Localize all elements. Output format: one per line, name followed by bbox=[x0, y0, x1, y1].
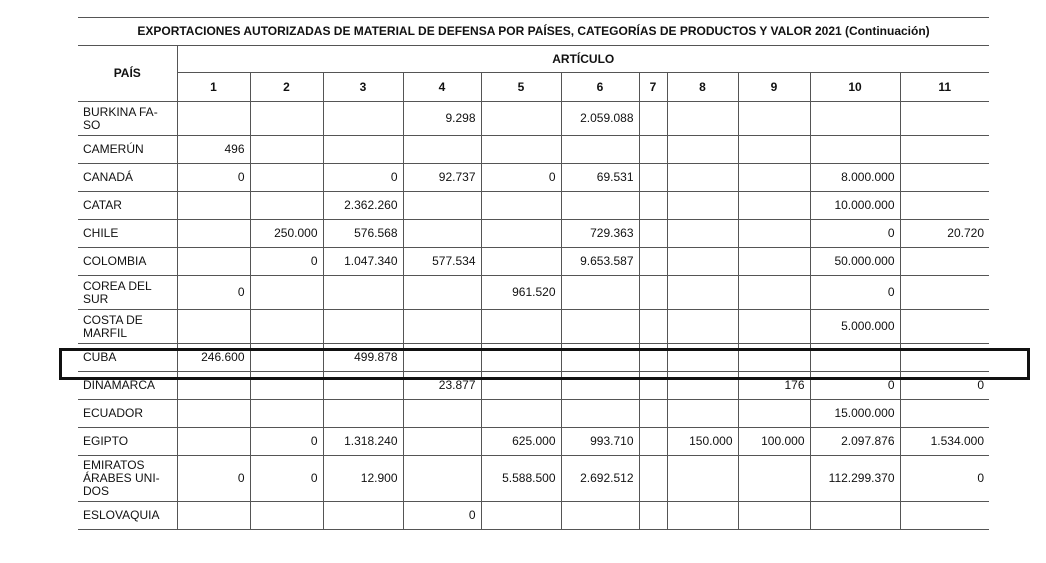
col-header-1: 1 bbox=[177, 73, 250, 102]
col-header-3: 3 bbox=[323, 73, 403, 102]
table-row bbox=[78, 220, 989, 248]
value-cell-6: 9.653.587 bbox=[561, 248, 639, 276]
value-cell-11 bbox=[900, 164, 989, 192]
value-cell-4: 23.877 bbox=[403, 372, 481, 400]
value-cell-10: 15.000.000 bbox=[810, 400, 900, 428]
country-cell: ESLOVAQUIA bbox=[78, 502, 177, 530]
value-cell-4 bbox=[403, 456, 481, 502]
value-cell-11 bbox=[900, 310, 989, 344]
value-cell-7 bbox=[639, 192, 667, 220]
value-cell-8 bbox=[667, 102, 738, 136]
country-cell: COREA DEL SUR bbox=[78, 276, 177, 310]
value-cell-7 bbox=[639, 310, 667, 344]
table-row bbox=[78, 102, 989, 136]
value-cell-11: 1.534.000 bbox=[900, 428, 989, 456]
table-title: EXPORTACIONES AUTORIZADAS DE MATERIAL DE DEFENSA POR PAÍSES, CATEGORÍAS DE PRODUCTOS Y VALOR 2021 (Continuación) bbox=[78, 18, 989, 46]
country-cell: CHILE bbox=[78, 220, 177, 248]
value-cell-7 bbox=[639, 136, 667, 164]
value-cell-3 bbox=[323, 102, 403, 136]
value-cell-4 bbox=[403, 276, 481, 310]
value-cell-6 bbox=[561, 192, 639, 220]
value-cell-11: 0 bbox=[900, 372, 989, 400]
articulo-header: ARTÍCULO bbox=[177, 46, 989, 73]
value-cell-4: 92.737 bbox=[403, 164, 481, 192]
value-cell-1 bbox=[177, 310, 250, 344]
country-cell: CUBA bbox=[78, 344, 177, 372]
value-cell-10: 2.097.876 bbox=[810, 428, 900, 456]
value-cell-6: 2.692.512 bbox=[561, 456, 639, 502]
value-cell-5 bbox=[481, 102, 561, 136]
value-cell-7 bbox=[639, 502, 667, 530]
table-row bbox=[78, 276, 989, 310]
col-header-6: 6 bbox=[561, 73, 639, 102]
value-cell-6: 2.059.088 bbox=[561, 102, 639, 136]
value-cell-10: 0 bbox=[810, 220, 900, 248]
value-cell-5: 961.520 bbox=[481, 276, 561, 310]
value-cell-5: 5.588.500 bbox=[481, 456, 561, 502]
value-cell-6: 69.531 bbox=[561, 164, 639, 192]
value-cell-5: 0 bbox=[481, 164, 561, 192]
value-cell-2 bbox=[250, 164, 323, 192]
value-cell-9: 176 bbox=[738, 372, 810, 400]
value-cell-8 bbox=[667, 502, 738, 530]
country-cell: ECUADOR bbox=[78, 400, 177, 428]
value-cell-1 bbox=[177, 248, 250, 276]
value-cell-6: 729.363 bbox=[561, 220, 639, 248]
value-cell-8 bbox=[667, 164, 738, 192]
value-cell-5 bbox=[481, 248, 561, 276]
value-cell-4 bbox=[403, 428, 481, 456]
value-cell-5: 625.000 bbox=[481, 428, 561, 456]
value-cell-5 bbox=[481, 136, 561, 164]
value-cell-9 bbox=[738, 164, 810, 192]
value-cell-1 bbox=[177, 400, 250, 428]
value-cell-8 bbox=[667, 136, 738, 164]
value-cell-9 bbox=[738, 192, 810, 220]
value-cell-2: 0 bbox=[250, 428, 323, 456]
country-cell: EGIPTO bbox=[78, 428, 177, 456]
value-cell-4 bbox=[403, 192, 481, 220]
value-cell-2: 250.000 bbox=[250, 220, 323, 248]
value-cell-7 bbox=[639, 102, 667, 136]
value-cell-4: 9.298 bbox=[403, 102, 481, 136]
value-cell-3: 0 bbox=[323, 164, 403, 192]
value-cell-1 bbox=[177, 428, 250, 456]
value-cell-8 bbox=[667, 276, 738, 310]
value-cell-1 bbox=[177, 102, 250, 136]
value-cell-2 bbox=[250, 400, 323, 428]
value-cell-2 bbox=[250, 276, 323, 310]
value-cell-8 bbox=[667, 310, 738, 344]
value-cell-7 bbox=[639, 248, 667, 276]
value-cell-6 bbox=[561, 400, 639, 428]
value-cell-11 bbox=[900, 248, 989, 276]
country-cell: COLOMBIA bbox=[78, 248, 177, 276]
value-cell-2 bbox=[250, 136, 323, 164]
value-cell-9 bbox=[738, 248, 810, 276]
col-header-10: 10 bbox=[810, 73, 900, 102]
value-cell-4: 577.534 bbox=[403, 248, 481, 276]
value-cell-3: 499.878 bbox=[323, 344, 403, 372]
value-cell-4 bbox=[403, 310, 481, 344]
value-cell-3 bbox=[323, 400, 403, 428]
table-row bbox=[78, 310, 989, 344]
value-cell-7 bbox=[639, 428, 667, 456]
value-cell-2: 0 bbox=[250, 456, 323, 502]
col-header-4: 4 bbox=[403, 73, 481, 102]
value-cell-9 bbox=[738, 502, 810, 530]
value-cell-2 bbox=[250, 102, 323, 136]
value-cell-10: 0 bbox=[810, 276, 900, 310]
country-cell: CANADÁ bbox=[78, 164, 177, 192]
country-cell: EMIRATOS ÁRABES UNI-DOS bbox=[78, 456, 177, 502]
value-cell-8 bbox=[667, 220, 738, 248]
value-cell-11 bbox=[900, 502, 989, 530]
pais-header: PAÍS bbox=[78, 46, 177, 102]
table-row bbox=[78, 456, 989, 502]
value-cell-6 bbox=[561, 502, 639, 530]
value-cell-7 bbox=[639, 400, 667, 428]
value-cell-6 bbox=[561, 276, 639, 310]
highlight-box-cuba bbox=[59, 348, 1030, 380]
value-cell-5 bbox=[481, 310, 561, 344]
value-cell-11 bbox=[900, 102, 989, 136]
value-cell-8 bbox=[667, 192, 738, 220]
value-cell-9 bbox=[738, 456, 810, 502]
value-cell-10: 112.299.370 bbox=[810, 456, 900, 502]
country-cell: BURKINA FA-SO bbox=[78, 102, 177, 136]
col-header-11: 11 bbox=[900, 73, 989, 102]
value-cell-11 bbox=[900, 276, 989, 310]
col-header-9: 9 bbox=[738, 73, 810, 102]
value-cell-6: 993.710 bbox=[561, 428, 639, 456]
table-row bbox=[78, 248, 989, 276]
col-header-5: 5 bbox=[481, 73, 561, 102]
value-cell-6 bbox=[561, 136, 639, 164]
value-cell-11: 20.720 bbox=[900, 220, 989, 248]
value-cell-11 bbox=[900, 192, 989, 220]
value-cell-1: 246.600 bbox=[177, 344, 250, 372]
value-cell-2 bbox=[250, 310, 323, 344]
value-cell-1 bbox=[177, 502, 250, 530]
value-cell-11 bbox=[900, 400, 989, 428]
value-cell-4 bbox=[403, 400, 481, 428]
value-cell-1: 0 bbox=[177, 276, 250, 310]
country-cell: DINAMARCA bbox=[78, 372, 177, 400]
value-cell-7 bbox=[639, 456, 667, 502]
country-cell: CAMERÚN bbox=[78, 136, 177, 164]
value-cell-8 bbox=[667, 400, 738, 428]
value-cell-11: 0 bbox=[900, 456, 989, 502]
value-cell-1 bbox=[177, 192, 250, 220]
table-row bbox=[78, 400, 989, 428]
value-cell-3 bbox=[323, 136, 403, 164]
value-cell-10 bbox=[810, 502, 900, 530]
column-number-row bbox=[78, 73, 989, 102]
value-cell-3: 576.568 bbox=[323, 220, 403, 248]
value-cell-1 bbox=[177, 220, 250, 248]
value-cell-10: 10.000.000 bbox=[810, 192, 900, 220]
value-cell-1: 496 bbox=[177, 136, 250, 164]
value-cell-7 bbox=[639, 164, 667, 192]
table-row bbox=[78, 164, 989, 192]
value-cell-5 bbox=[481, 502, 561, 530]
table-row bbox=[78, 192, 989, 220]
table-row bbox=[78, 136, 989, 164]
value-cell-8: 150.000 bbox=[667, 428, 738, 456]
value-cell-10 bbox=[810, 136, 900, 164]
value-cell-9: 100.000 bbox=[738, 428, 810, 456]
table-row bbox=[78, 502, 989, 530]
value-cell-10: 0 bbox=[810, 372, 900, 400]
table-body bbox=[78, 102, 989, 530]
country-cell: COSTA DE MARFIL bbox=[78, 310, 177, 344]
exports-table bbox=[78, 17, 989, 530]
value-cell-9 bbox=[738, 310, 810, 344]
value-cell-8 bbox=[667, 456, 738, 502]
value-cell-2 bbox=[250, 192, 323, 220]
value-cell-7 bbox=[639, 220, 667, 248]
value-cell-3 bbox=[323, 276, 403, 310]
country-cell: CATAR bbox=[78, 192, 177, 220]
value-cell-7 bbox=[639, 276, 667, 310]
table-row bbox=[78, 428, 989, 456]
value-cell-9 bbox=[738, 102, 810, 136]
col-header-8: 8 bbox=[667, 73, 738, 102]
value-cell-2: 0 bbox=[250, 248, 323, 276]
value-cell-4 bbox=[403, 136, 481, 164]
value-cell-3: 1.047.340 bbox=[323, 248, 403, 276]
value-cell-3: 1.318.240 bbox=[323, 428, 403, 456]
value-cell-3: 2.362.260 bbox=[323, 192, 403, 220]
value-cell-4: 0 bbox=[403, 502, 481, 530]
value-cell-10: 8.000.000 bbox=[810, 164, 900, 192]
value-cell-5 bbox=[481, 400, 561, 428]
value-cell-3 bbox=[323, 502, 403, 530]
col-header-7: 7 bbox=[639, 73, 667, 102]
value-cell-5 bbox=[481, 220, 561, 248]
value-cell-10: 5.000.000 bbox=[810, 310, 900, 344]
col-header-2: 2 bbox=[250, 73, 323, 102]
value-cell-2 bbox=[250, 502, 323, 530]
value-cell-10 bbox=[810, 102, 900, 136]
value-cell-3 bbox=[323, 310, 403, 344]
value-cell-11 bbox=[900, 136, 989, 164]
value-cell-10: 50.000.000 bbox=[810, 248, 900, 276]
value-cell-4 bbox=[403, 220, 481, 248]
value-cell-8 bbox=[667, 248, 738, 276]
value-cell-1: 0 bbox=[177, 456, 250, 502]
value-cell-9 bbox=[738, 276, 810, 310]
value-cell-3: 12.900 bbox=[323, 456, 403, 502]
value-cell-6 bbox=[561, 310, 639, 344]
value-cell-5 bbox=[481, 192, 561, 220]
value-cell-1: 0 bbox=[177, 164, 250, 192]
value-cell-9 bbox=[738, 220, 810, 248]
value-cell-9 bbox=[738, 136, 810, 164]
value-cell-9 bbox=[738, 400, 810, 428]
